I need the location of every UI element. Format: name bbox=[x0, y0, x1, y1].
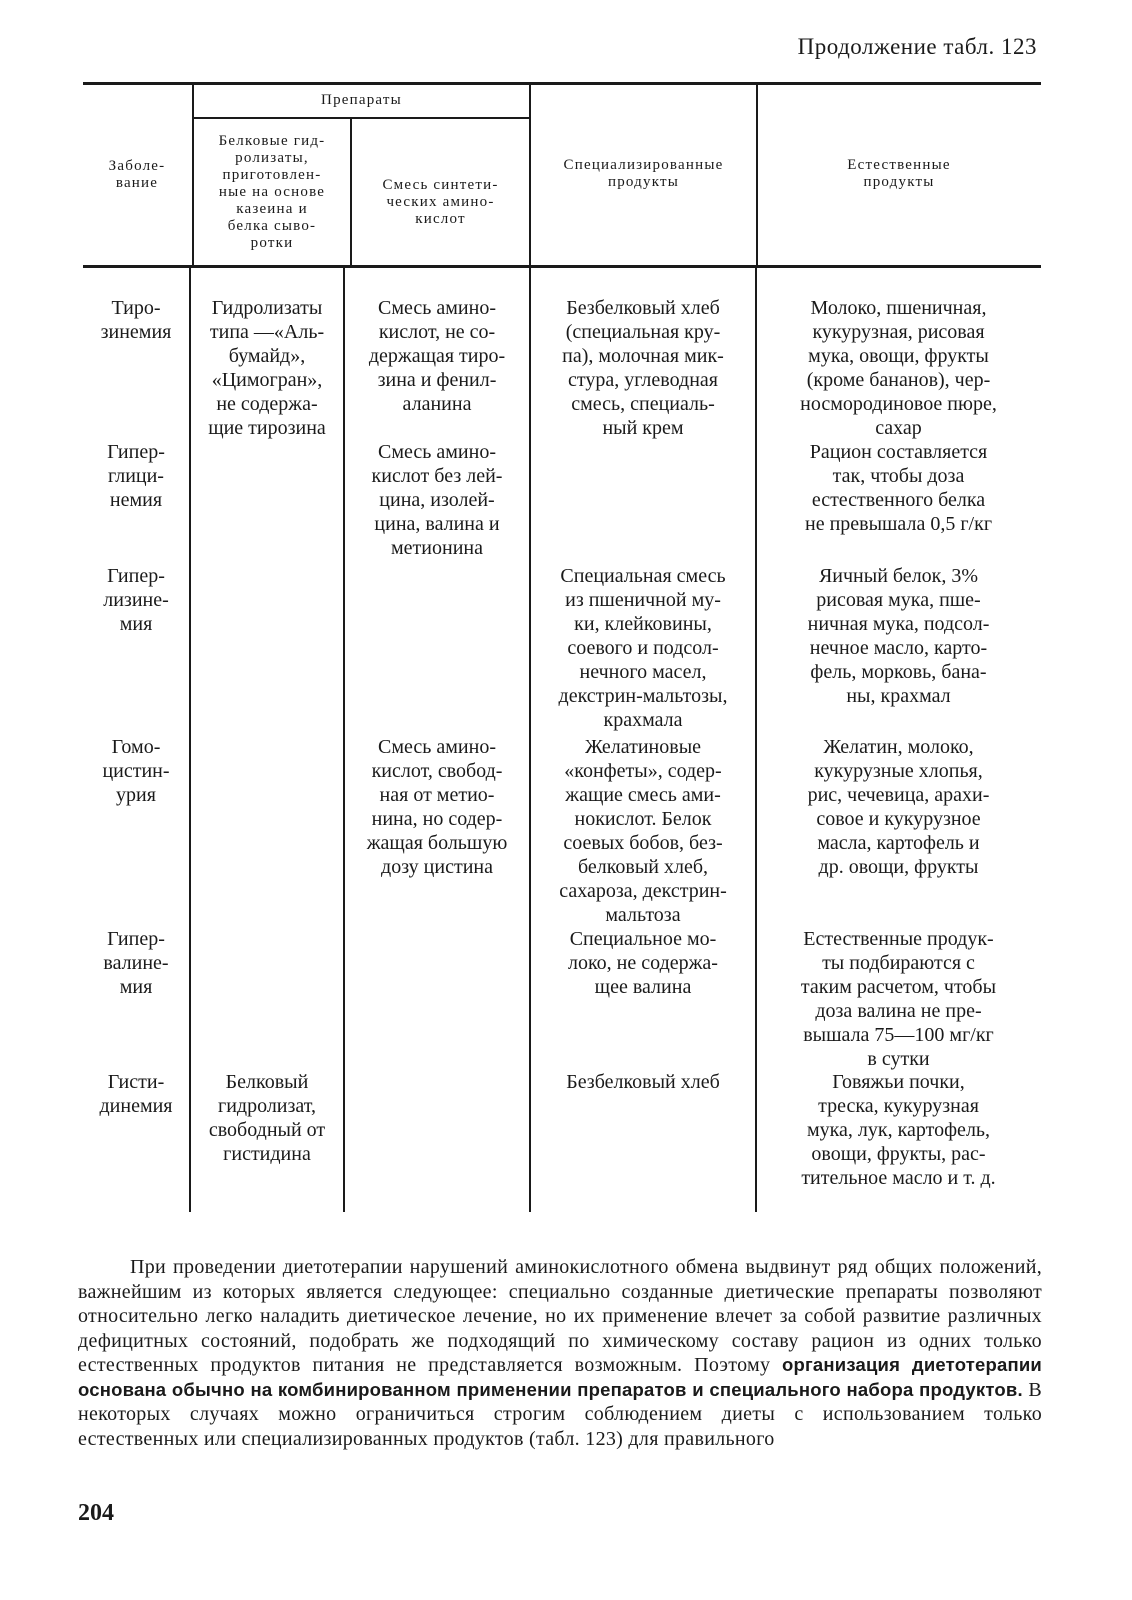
paragraph-text-2: В некоторых случаях можно ограничиться строгим соблюдением диеты с использованием только естественных или специализированных продуктов (табл. 123) для правильного bbox=[78, 1378, 1042, 1450]
table-top-rule bbox=[83, 82, 1041, 85]
header-bottom-rule bbox=[83, 265, 1041, 268]
header-specialized: Специализированные продукты bbox=[563, 157, 724, 190]
row-disease: Гомо- цистин- урия bbox=[102, 736, 170, 806]
row-disease: Гипер- лизине- мия bbox=[103, 565, 169, 635]
header-hydrolysates: Белковые гид- ролизаты, приготовлен- ные на основе казеина и белка сыво- ротки bbox=[218, 133, 326, 251]
preparations-rule bbox=[193, 117, 530, 119]
row-specialized: Желатиновые «конфеты», содер- жащие смесь ами- нокислот. Белок соевых бобов, без- белковый хлеб, сахароза, декстрин- мальтоза bbox=[559, 736, 727, 926]
row-natural: Яичный белок, 3% рисовая мука, пше- ничная мука, подсол- нечное масло, карто- фель, морковь, бана- ны, крахмал bbox=[807, 565, 990, 707]
row-amino-mix: Смесь амино- кислот, не со- держащая тиро- зина и фенил- аланина bbox=[368, 297, 506, 415]
row-amino-mix: Смесь амино- кислот, свобод- ная от метио- нина, но содер- жащая большую дозу цистина bbox=[366, 736, 508, 878]
row-disease: Гисти- динемия bbox=[99, 1071, 173, 1117]
row-disease: Гипер- валине- мия bbox=[103, 928, 169, 998]
header-natural: Естественные продукты bbox=[847, 157, 951, 190]
row-natural: Молоко, пшеничная, кукурузная, рисовая мука, овощи, фрукты (кроме бананов), чер- носмородиновое пюре, сахар bbox=[800, 297, 997, 439]
row-specialized: Безбелковый хлеб (специальная кру- па), молочная мик- стура, углеводная смесь, специаль- ный крем bbox=[562, 297, 724, 439]
paragraph-bold-text: организация диетотерапии основана обычно на комбинированном применении препаратов и специального набора продуктов. bbox=[78, 1354, 1042, 1400]
page-number: 204 bbox=[78, 1500, 114, 1526]
paragraph-text-1: При проведении диетотерапии нарушений аминокислотного обмена выдвинут ряд общих положений, важнейшим из которых является следующее: специально созданные диетические препараты позволяют относительно легко наладить диетическое лечение, но их применение влечет за собой развитие различных дефицитных состояний, подобрать же подходящий по химическому составу рацион из одних только естественных продуктов питания не представляется возможным. Поэтому bbox=[78, 1256, 1042, 1376]
row-natural: Рацион составляется так, чтобы доза естественного белка не превышала 0,5 г/кг bbox=[804, 441, 993, 535]
body-paragraph bbox=[78, 1255, 1042, 1451]
row-disease: Тиро- зинемия bbox=[100, 297, 172, 343]
row-natural: Естественные продук- ты подбираются с таким расчетом, чтобы доза валина не пре- вышала 75—100 мг/кг в сутки bbox=[800, 928, 997, 1070]
row-amino-mix: Смесь амино- кислот без лей- цина, изолей- цина, валина и метионина bbox=[371, 441, 503, 559]
row-hydrolysates: Белковый гидролизат, свободный от гистидина bbox=[208, 1071, 326, 1165]
header-amino-mix: Смесь синтети- ческих амино- кислот bbox=[382, 177, 499, 227]
table-continuation-header: Продолжение табл. 123 bbox=[797, 34, 1037, 59]
row-specialized: Безбелковый хлеб bbox=[566, 1071, 720, 1093]
row-specialized: Специальная смесь из пшеничной му- ки, клейковины, соевого и подсол- нечного масел, декстрин-мальтозы, крахмала bbox=[558, 565, 728, 731]
row-specialized: Специальное мо- локо, не содержа- щее валина bbox=[568, 928, 718, 998]
row-natural: Желатин, молоко, кукурузные хлопья, рис, чечевица, арахи- совое и кукурузное масла, картофель и др. овощи, фрукты bbox=[807, 736, 990, 878]
header-preparations: Препараты bbox=[321, 92, 402, 108]
row-hydrolysates: Гидролизаты типа —«Аль- бумайд», «Цимогран», не содержа- щие тирозина bbox=[208, 297, 326, 439]
row-natural: Говяжьи почки, треска, кукурузная мука, лук, картофель, овощи, фрукты, рас- тительное масло и т. д. bbox=[801, 1071, 996, 1189]
header-disease: Заболе- вание bbox=[108, 158, 166, 191]
row-disease: Гипер- глици- немия bbox=[107, 441, 165, 511]
